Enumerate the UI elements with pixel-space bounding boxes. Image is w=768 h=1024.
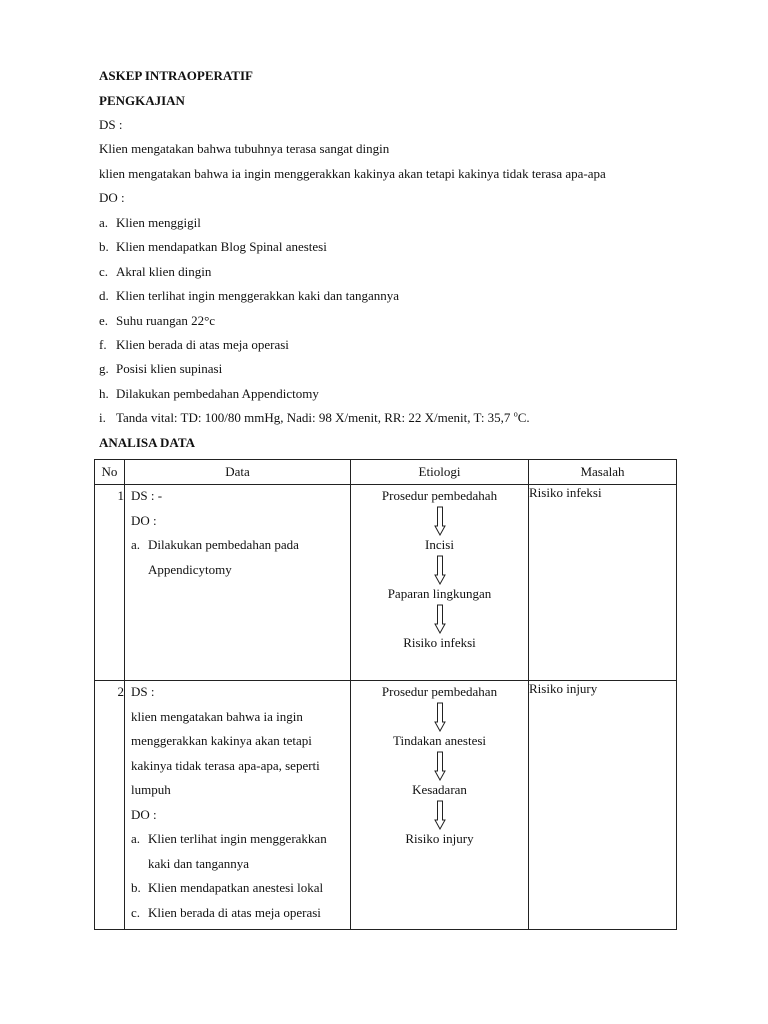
down-arrow-icon (434, 553, 446, 586)
flow-step: Incisi (425, 537, 454, 552)
do-item: e. Suhu ruangan 22°c (99, 313, 216, 328)
document-title: ASKEP INTRAOPERATIF (99, 68, 253, 83)
do-item: h. Dilakukan pembedahan Appendictomy (99, 386, 319, 401)
header-masalah: Masalah (529, 460, 677, 485)
vital-signs-item: i. Tanda vital: TD: 100/80 mmHg, Nadi: 98 X/menit, RR: 22 X/menit, T: 35,7 $^o$C. (99, 409, 530, 425)
header-data: Data (125, 460, 351, 485)
masalah-cell: Risiko injury (529, 681, 677, 930)
do-item: a. Klien menggigil (99, 215, 201, 230)
ds-line-1: Klien mengatakan bahwa tubuhnya terasa sangat dingin (99, 141, 390, 156)
masalah-cell: Risiko infeksi (529, 485, 677, 681)
ds-label: DS : (99, 117, 123, 132)
etiologi-flow (351, 485, 528, 651)
section-pengkajian: PENGKAJIAN (99, 93, 185, 108)
section-analisa-data: ANALISA DATA (99, 435, 195, 450)
flow-step: Risiko injury (405, 831, 474, 846)
header-etiologi: Etiologi (351, 460, 529, 485)
down-arrow-icon (434, 700, 446, 733)
down-arrow-icon (434, 749, 446, 782)
header-no: No (95, 460, 125, 485)
row-number: 2 (95, 681, 125, 930)
data-cell: DS : - DO : a. Dilakukan pembedahan pada Appendicytomy (125, 485, 351, 681)
table-row (95, 681, 677, 930)
etiologi-cell (351, 485, 529, 681)
analisa-data-table (94, 459, 677, 930)
etiologi-flow (351, 681, 528, 847)
flow-step: Risiko infeksi (403, 635, 476, 650)
table-row (95, 485, 677, 681)
row-number: 1 (95, 485, 125, 681)
flow-step: Tindakan anestesi (392, 733, 487, 748)
flow-step: Prosedur pembedahah (381, 488, 498, 503)
do-item: f. Klien berada di atas meja operasi (99, 337, 289, 352)
do-label: DO : (99, 190, 125, 205)
ds-line-2: klien mengatakan bahwa ia ingin menggerakkan kakinya akan tetapi kakinya tidak terasa apa-apa (99, 166, 606, 181)
flow-step: Paparan lingkungan (387, 586, 492, 601)
etiologi-cell (351, 681, 529, 930)
do-item: g. Posisi klien supinasi (99, 361, 223, 376)
down-arrow-icon (434, 504, 446, 537)
do-item: d. Klien terlihat ingin menggerakkan kaki dan tangannya (99, 288, 400, 303)
flow-step: Prosedur pembedahan (381, 684, 498, 699)
table-header-row (95, 460, 677, 485)
flow-step: Kesadaran (412, 782, 467, 797)
do-item: c. Akral klien dingin (99, 264, 212, 279)
down-arrow-icon (434, 798, 446, 831)
data-cell: DS : klien mengatakan bahwa ia ingin menggerakkan kakinya akan tetapi kakinya tidak terasa apa-apa, seperti lumpuh DO : a. Klien terlihat ingin menggerakkan kaki dan tangannya b. Klien mendapatkan anestesi lokal c. Klien berada di atas meja operasi (125, 681, 351, 930)
down-arrow-icon (434, 602, 446, 635)
do-item: b. Klien mendapatkan Blog Spinal anestesi (99, 239, 327, 254)
